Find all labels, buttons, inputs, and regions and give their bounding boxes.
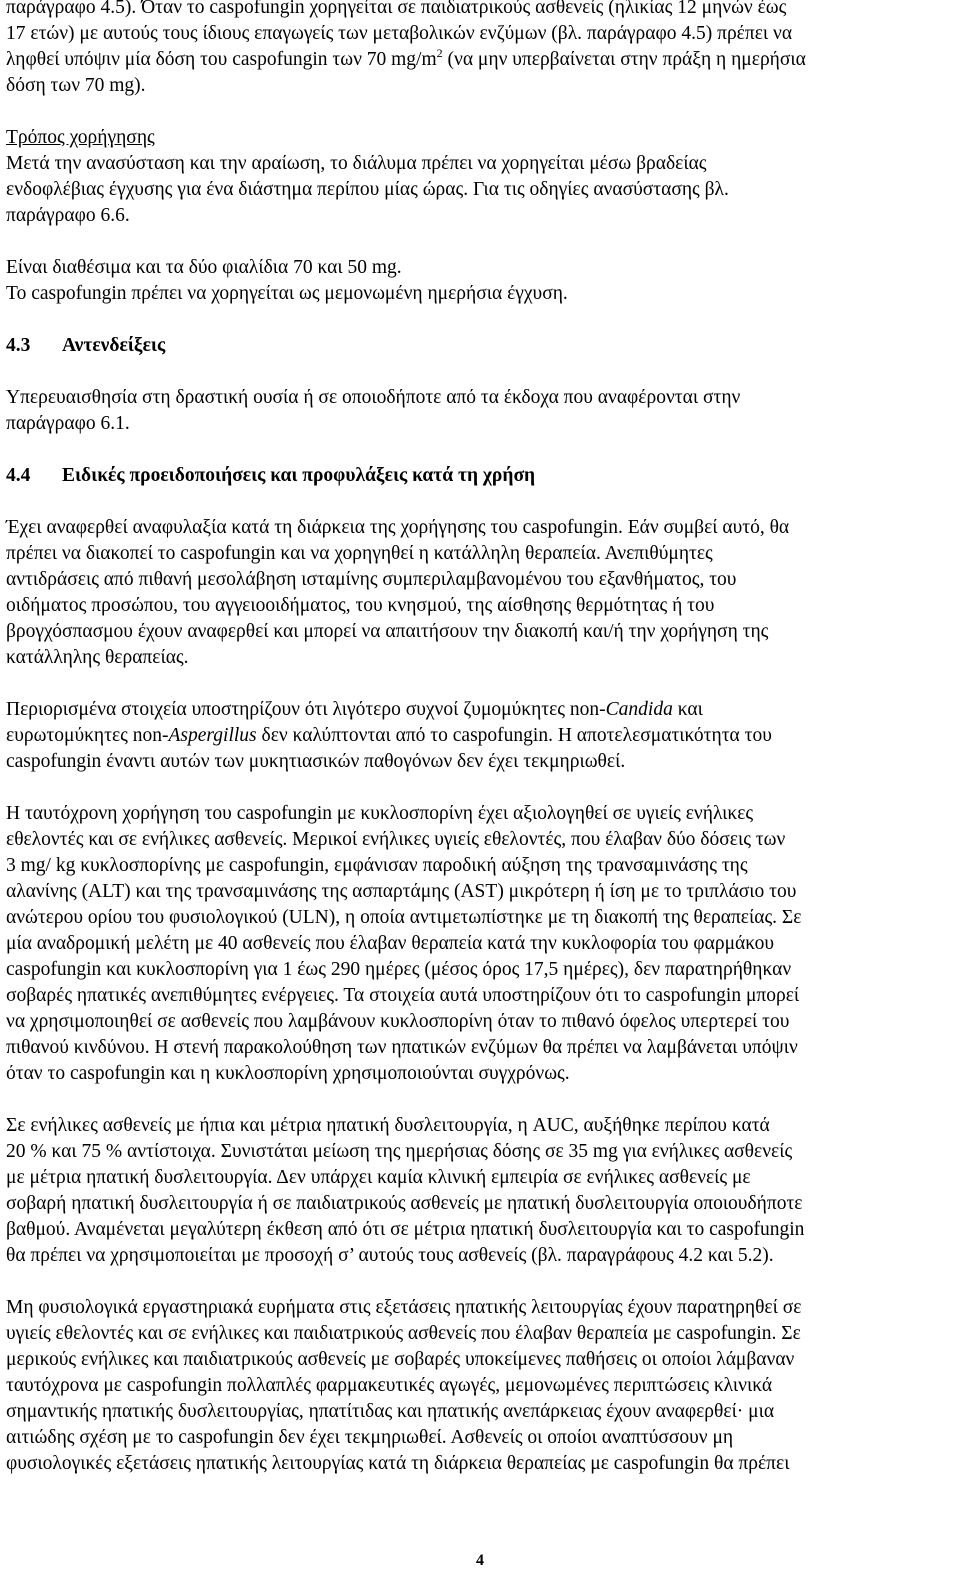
paragraph-3-line: caspofungin και κυκλοσπορίνη για 1 έως 290 ημέρες (μέσος όρος 17,5 ημέρες), δεν παρατηρήθηκαν — [6, 959, 792, 980]
administration-line-5: Το caspofungin πρέπει να χορηγείται ως μεμονωμένη ημερήσια έγχυση. — [6, 283, 568, 304]
paragraph-5-line: αιτιώδης σχέση με το caspofungin δεν έχει τεκμηριωθεί. Ασθενείς οι οποίοι αναπτύσσουν μη — [6, 1427, 734, 1448]
paragraph-5-line: φυσιολογικές εξετάσεις ηπατικής λειτουργίας κατά τη διάρκεια θεραπείας με caspofungin θα πρέπει — [6, 1453, 790, 1474]
paragraph-5-line: σημαντικής ηπατικής δυσλειτουργίας, ηπατίτιδας και ηπατικής ανεπάρκειας έχουν αναφερθεί· μια — [6, 1401, 775, 1422]
section-title: Ειδικές προειδοποιήσεις και προφυλάξεις κατά τη χρήση — [62, 465, 536, 486]
paragraph-1-line: πρέπει να διακοπεί το caspofungin και να χορηγηθεί η κατάλληλη θεραπεία. Ανεπιθύμητες — [6, 543, 713, 564]
intro-line-4: δόση των 70 mg). — [6, 75, 146, 96]
page-number: 4 — [476, 1552, 484, 1569]
administration-line-4: Είναι διαθέσιμα και τα δύο φιαλίδια 70 και 50 mg. — [6, 257, 402, 278]
paragraph-2-line: ευρωτομύκητες non-Aspergillus δεν καλύπτονται από το caspofungin. Η αποτελεσματικότητα του — [6, 725, 772, 746]
contraindications-line-1: Υπερευαισθησία στη δραστική ουσία ή σε οποιοδήποτε από τα έκδοχα που αναφέρονται στην — [6, 387, 741, 408]
section-title: Αντενδείξεις — [62, 335, 166, 356]
administration-line-2: ενδοφλέβιας έγχυσης για ένα διάστημα περίπου μίας ώρας. Για τις οδηγίες ανασύστασης βλ. — [6, 179, 729, 200]
paragraph-4-line: σοβαρή ηπατική δυσλειτουργία ή σε παιδιατρικούς ασθενείς με ηπατική δυσλειτουργία οποιουδήποτε — [6, 1193, 803, 1214]
paragraph-3-line: ανώτερου ορίου του φυσιολογικού (ULN), η οποία αντιμετωπίστηκε με τη διακοπή της θεραπείας. Σε — [6, 907, 802, 928]
paragraph-4-line: με μέτρια ηπατική δυσλειτουργία. Δεν υπάρχει καμία κλινική εμπειρία σε ενήλικες ασθενείς με — [6, 1167, 751, 1188]
section-4-3-heading — [6, 333, 165, 359]
paragraph-1-line: οιδήματος προσώπου, του αγγειοοιδήματος, του κνησμού, της αίσθησης θερμότητας ή του — [6, 595, 715, 616]
paragraph-1-line: Έχει αναφερθεί αναφυλαξία κατά τη διάρκεια της χορήγησης του caspofungin. Εάν συμβεί αυτό, θα — [6, 517, 790, 538]
paragraph-1-line: αντιδράσεις από πιθανή μεσολάβηση ισταμίνης συμπεριλαμβανομένου του εξανθήματος, του — [6, 569, 737, 590]
paragraph-3-line: πιθανού κινδύνου. Η στενή παρακολούθηση των ηπατικών ενζύμων θα πρέπει να λαμβάνεται υπόψιν — [6, 1037, 798, 1058]
paragraph-3-line: αλανίνης (ALT) και της τρανσαμινάσης της ασπαρτάμης (AST) μικρότερη ή ίση με το τριπλάσιο του — [6, 881, 797, 902]
administration-line-3: παράγραφο 6.6. — [6, 205, 130, 226]
paragraph-5-line: Μη φυσιολογικά εργαστηριακά ευρήματα στις εξετάσεις ηπατικής λειτουργίας έχουν παρατηρηθεί σε — [6, 1297, 802, 1318]
intro-line-1: παράγραφο 4.5). Όταν το caspofungin χορηγείται σε παιδιατρικούς ασθενείς (ηλικίας 12 μηνών έως — [6, 0, 787, 18]
paragraph-3-line: σοβαρές ηπατικές ανεπιθύμητες ενέργειες. Τα στοιχεία αυτά υποστηρίζουν ότι το caspofungin μπορεί — [6, 985, 800, 1006]
administration-line-1: Μετά την ανασύσταση και την αραίωση, το διάλυμα πρέπει να χορηγείται μέσω βραδείας — [6, 153, 707, 174]
paragraph-5-line: ταυτόχρονα με caspofungin πολλαπλές φαρμακευτικές αγωγές, μεμονωμένες περιπτώσεις κλινικά — [6, 1375, 773, 1396]
paragraph-3-line: 3 mg/ kg κυκλοσπορίνης με caspofungin, εμφάνισαν παροδική αύξηση της τρανσαμινάσης της — [6, 855, 748, 876]
section-4-4-heading — [6, 463, 535, 489]
paragraph-2-line: Περιορισμένα στοιχεία υποστηρίζουν ότι λιγότερο συχνοί ζυμομύκητες non-Candida και — [6, 699, 703, 720]
paragraph-1-line: βρογχόσπασμου έχουν αναφερθεί και μπορεί να απαιτήσουν την διακοπή και/ή την χορήγηση της — [6, 621, 769, 642]
intro-line-2: 17 ετών) με αυτούς τους ίδιους επαγωγείς των μεταβολικών ενζύμων (βλ. παράγραφο 4.5) πρέπει να — [6, 23, 793, 44]
paragraph-4-line: θα πρέπει να χρησιμοποιείται με προσοχή σ’ αυτούς τους ασθενείς (βλ. παραγράφους 4.2 και 5.2). — [6, 1245, 774, 1266]
paragraph-3-line: μία αναδρομική μελέτη με 40 ασθενείς που έλαβαν θεραπεία κατά την κυκλοφορία του φαρμάκου — [6, 933, 775, 954]
paragraph-1-line: κατάλληλης θεραπείας. — [6, 647, 189, 668]
paragraph-2-line: caspofungin έναντι αυτών των μυκητιασικών παθογόνων δεν έχει τεκμηριωθεί. — [6, 751, 626, 772]
paragraph-3-line: Η ταυτόχρονη χορήγηση του caspofungin με κυκλοσπορίνη έχει αξιολογηθεί σε υγιείς ενήλικες — [6, 803, 754, 824]
paragraph-5-line: υγιείς εθελοντές και σε ενήλικες και παιδιατρικούς ασθενείς που έλαβαν θεραπεία με caspofungin. Σε — [6, 1323, 801, 1344]
section-number: 4.3 — [6, 335, 31, 356]
section-number: 4.4 — [6, 465, 31, 486]
paragraph-4-line: Σε ενήλικες ασθενείς με ήπια και μέτρια ηπατική δυσλειτουργία, η AUC, αυξήθηκε περίπου κατά — [6, 1115, 770, 1136]
paragraph-4-line: βαθμού. Αναμένεται μεγαλύτερη έκθεση από ότι σε μέτρια ηπατική δυσλειτουργία και το caspofungin — [6, 1219, 805, 1240]
paragraph-4-line: 20 % και 75 % αντίστοιχα. Συνιστάται μείωση της ημερήσιας δόσης σε 35 mg για ενήλικες ασθενείς — [6, 1141, 793, 1162]
administration-heading: Τρόπος χορήγησης — [6, 127, 155, 148]
paragraph-3-line: όταν το caspofungin και η κυκλοσπορίνη χρησιμοποιούνται συγχρόνως. — [6, 1063, 570, 1084]
paragraph-3-line: να χρησιμοποιηθεί σε ασθενείς που λαμβάνουν κυκλοσπορίνη όταν το πιθανό όφελος υπερτερεί του — [6, 1011, 790, 1032]
paragraph-3-line: εθελοντές και σε ενήλικες ασθενείς. Μερικοί ενήλικες υγιείς εθελοντές, που έλαβαν δύο δόσεις των — [6, 829, 786, 850]
intro-line-3: ληφθεί υπόψιν μία δόση του caspofungin των 70 $mg/m^2$ (να μην υπερβαίνεται στην πράξη η ημερήσια — [6, 46, 806, 70]
paragraph-5-line: μερικούς ενήλικες και παιδιατρικούς ασθενείς με σοβαρές υποκείμενες παθήσεις οι οποίοι λάμβαναν — [6, 1349, 795, 1370]
contraindications-line-2: παράγραφο 6.1. — [6, 413, 130, 434]
